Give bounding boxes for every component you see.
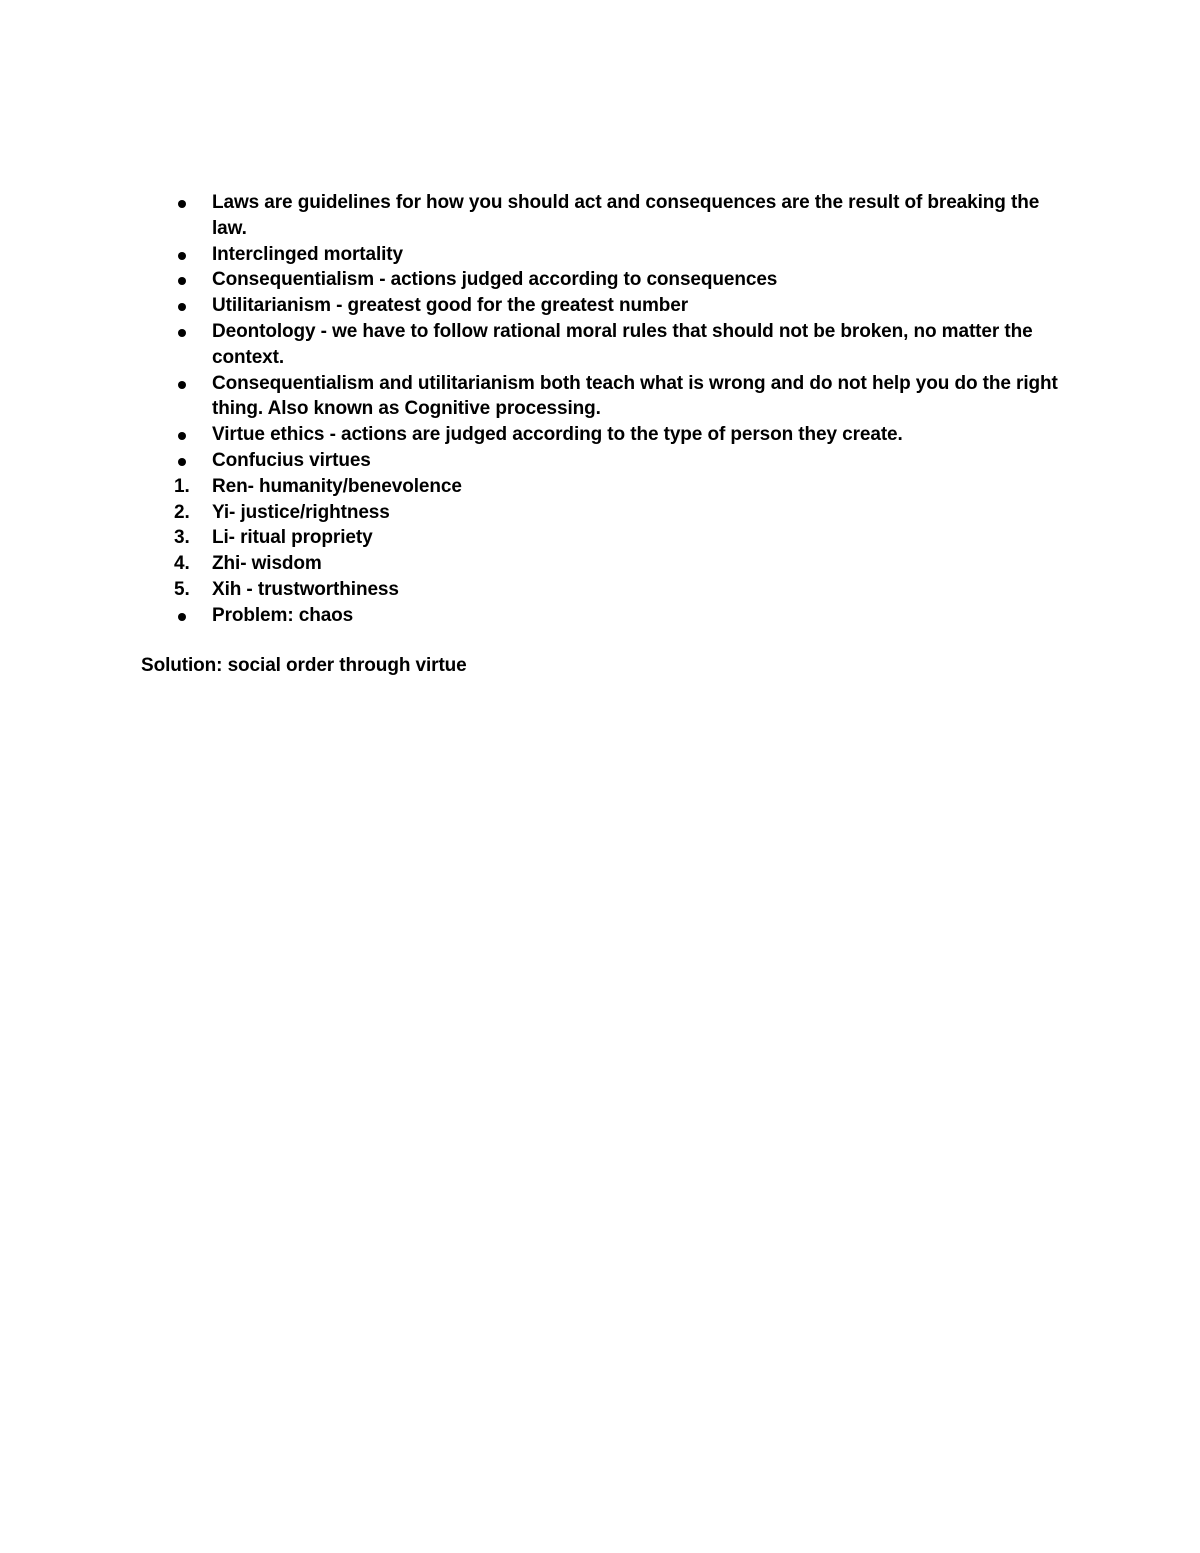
list-item-text: Interclinged mortality [212, 243, 404, 265]
numbered-item [141, 551, 1061, 577]
item-number: 3. [174, 527, 190, 549]
list-item-text: Li- ritual propriety [212, 527, 373, 549]
list-item-text: Xih - trustworthiness [212, 578, 399, 600]
bullet-icon [178, 252, 186, 260]
list-item [141, 448, 1061, 474]
numbered-item [141, 577, 1061, 603]
list-item [141, 267, 1061, 293]
bullet-icon [178, 303, 186, 311]
item-number: 5. [174, 578, 190, 600]
list-item-text: Confucius virtues [212, 449, 371, 471]
list-item-text: Yi- justice/rightness [212, 501, 390, 523]
list-item-text: Consequentialism and utilitarianism both teach what is wrong and do not help you do the right thing. Also known as Cognitive processing. [212, 372, 1058, 420]
item-number: 1. [174, 475, 190, 497]
solution-paragraph: Solution: social order through virtue [141, 654, 467, 676]
list-item-text: Utilitarianism - greatest good for the greatest number [212, 295, 689, 317]
list-item [141, 242, 1061, 268]
list-item-text: Virtue ethics - actions are judged according to the type of person they create. [212, 424, 903, 446]
list-item-text: Deontology - we have to follow rational moral rules that should not be broken, no matter the context. [212, 320, 1033, 368]
bullet-icon [178, 381, 186, 389]
bullet-icon [178, 613, 186, 621]
numbered-item [141, 525, 1061, 551]
list-item [141, 190, 1061, 242]
numbered-item [141, 500, 1061, 526]
bullet-icon [178, 458, 186, 466]
list-item [141, 422, 1061, 448]
list-item [141, 371, 1061, 423]
list-item [141, 603, 1061, 629]
bullet-icon [178, 277, 186, 285]
list-item-text: Zhi- wisdom [212, 553, 322, 575]
item-number: 2. [174, 501, 190, 523]
list-item [141, 319, 1061, 371]
bullet-icon [178, 200, 186, 208]
notes-content [141, 190, 1061, 678]
numbered-item [141, 474, 1061, 500]
bullet-icon [178, 432, 186, 440]
item-number: 4. [174, 553, 190, 575]
list-item-text: Consequentialism - actions judged according to consequences [212, 269, 778, 291]
list-item-text: Problem: chaos [212, 604, 354, 626]
bullet-icon [178, 329, 186, 337]
list-item-text: Ren- humanity/benevolence [212, 475, 462, 497]
list-item-text: Laws are guidelines for how you should act and consequences are the result of breaking the law. [212, 192, 1040, 239]
list-item [141, 293, 1061, 319]
